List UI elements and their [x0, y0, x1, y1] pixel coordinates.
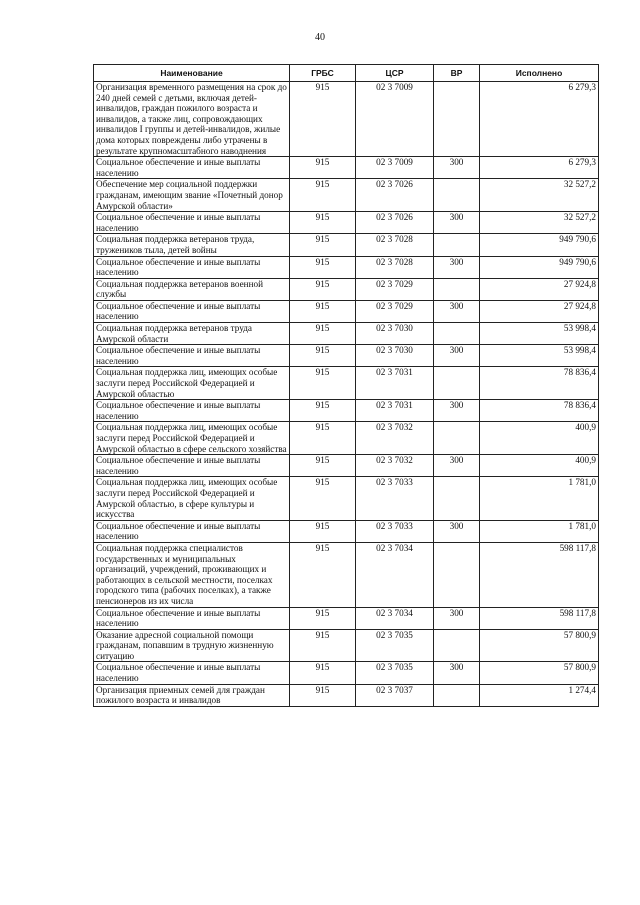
header-name: Наименование: [94, 65, 290, 82]
cell-csr: 02 3 7031: [356, 367, 434, 400]
cell-name: Социальное обеспечение и иные выплаты населению: [94, 212, 290, 234]
cell-grbs: 915: [290, 400, 356, 422]
cell-name: Социальное обеспечение и иные выплаты населению: [94, 607, 290, 629]
cell-vr: [434, 278, 480, 300]
cell-amount: 949 790,6: [480, 256, 599, 278]
cell-csr: 02 3 7037: [356, 684, 434, 706]
cell-amount: 57 800,9: [480, 629, 599, 662]
cell-csr: 02 3 7009: [356, 157, 434, 179]
header-grbs: ГРБС: [290, 65, 356, 82]
table-row: [94, 234, 599, 256]
table-row: [94, 157, 599, 179]
table-row: [94, 542, 599, 607]
cell-vr: [434, 323, 480, 345]
cell-csr: 02 3 7035: [356, 662, 434, 684]
table-header-row: [94, 65, 599, 82]
cell-vr: [434, 179, 480, 212]
cell-grbs: 915: [290, 607, 356, 629]
cell-vr: [434, 542, 480, 607]
cell-name: Социальная поддержка лиц, имеющих особые заслуги перед Российской Федерацией и Амурской областью в сфере сельского хозяйства: [94, 422, 290, 455]
table-row: [94, 278, 599, 300]
cell-amount: 598 117,8: [480, 607, 599, 629]
cell-name: Социальная поддержка специалистов государственных и муниципальных организаций, учреждений, проживающих и работающих в сельской местности, поселках городского типа (рабочих поселках), а также пенсионеров из их числа: [94, 542, 290, 607]
cell-csr: 02 3 7030: [356, 345, 434, 367]
cell-csr: 02 3 7034: [356, 607, 434, 629]
table-row: [94, 367, 599, 400]
cell-amount: 53 998,4: [480, 345, 599, 367]
cell-csr: 02 3 7031: [356, 400, 434, 422]
cell-amount: 53 998,4: [480, 323, 599, 345]
cell-csr: 02 3 7026: [356, 179, 434, 212]
cell-amount: 27 924,8: [480, 300, 599, 322]
cell-vr: 300: [434, 400, 480, 422]
cell-amount: 6 279,3: [480, 82, 599, 157]
table-row: [94, 323, 599, 345]
table-row: [94, 179, 599, 212]
cell-csr: 02 3 7026: [356, 212, 434, 234]
table-row: [94, 662, 599, 684]
cell-csr: 02 3 7033: [356, 477, 434, 520]
cell-name: Организация временного размещения на срок до 240 дней семей с детьми, включая детей-инвалидов, граждан пожилого возраста и инвалидов, а также лиц, сопровождающих инвалидов I группы и детей-инвалидов, жилые дома которых повреждены либо утрачены в результате крупномасштабного наводнения: [94, 82, 290, 157]
table-row: [94, 629, 599, 662]
cell-vr: [434, 367, 480, 400]
cell-name: Социальное обеспечение и иные выплаты населению: [94, 157, 290, 179]
cell-vr: [434, 234, 480, 256]
cell-amount: 78 836,4: [480, 400, 599, 422]
cell-grbs: 915: [290, 542, 356, 607]
cell-csr: 02 3 7032: [356, 455, 434, 477]
cell-vr: [434, 684, 480, 706]
cell-name: Организация приемных семей для граждан пожилого возраста и инвалидов: [94, 684, 290, 706]
header-vr: ВР: [434, 65, 480, 82]
cell-vr: [434, 477, 480, 520]
header-csr: ЦСР: [356, 65, 434, 82]
cell-name: Социальная поддержка лиц, имеющих особые заслуги перед Российской Федерацией и Амурской областью: [94, 367, 290, 400]
cell-csr: 02 3 7030: [356, 323, 434, 345]
table-row: [94, 684, 599, 706]
cell-name: Социальное обеспечение и иные выплаты населению: [94, 300, 290, 322]
cell-vr: 300: [434, 256, 480, 278]
cell-name: Социальная поддержка ветеранов труда, тружеников тыла, детей войны: [94, 234, 290, 256]
page-number: 40: [315, 32, 325, 43]
cell-amount: 949 790,6: [480, 234, 599, 256]
cell-amount: 78 836,4: [480, 367, 599, 400]
cell-grbs: 915: [290, 367, 356, 400]
cell-vr: [434, 629, 480, 662]
table-row: [94, 256, 599, 278]
cell-amount: 400,9: [480, 455, 599, 477]
cell-name: Социальное обеспечение и иные выплаты населению: [94, 520, 290, 542]
cell-vr: 300: [434, 455, 480, 477]
cell-amount: 598 117,8: [480, 542, 599, 607]
cell-name: Социальное обеспечение и иные выплаты населению: [94, 256, 290, 278]
cell-grbs: 915: [290, 179, 356, 212]
cell-grbs: 915: [290, 422, 356, 455]
cell-grbs: 915: [290, 520, 356, 542]
cell-grbs: 915: [290, 323, 356, 345]
cell-csr: 02 3 7028: [356, 256, 434, 278]
cell-grbs: 915: [290, 212, 356, 234]
cell-grbs: 915: [290, 662, 356, 684]
cell-name: Социальное обеспечение и иные выплаты населению: [94, 400, 290, 422]
cell-csr: 02 3 7029: [356, 278, 434, 300]
cell-amount: 1 274,4: [480, 684, 599, 706]
cell-name: Социальное обеспечение и иные выплаты населению: [94, 455, 290, 477]
table-row: [94, 422, 599, 455]
cell-amount: 400,9: [480, 422, 599, 455]
cell-amount: 32 527,2: [480, 179, 599, 212]
cell-name: Социальное обеспечение и иные выплаты населению: [94, 662, 290, 684]
cell-grbs: 915: [290, 234, 356, 256]
cell-grbs: 915: [290, 256, 356, 278]
cell-name: Социальная поддержка ветеранов труда Амурской области: [94, 323, 290, 345]
table-row: [94, 520, 599, 542]
cell-grbs: 915: [290, 477, 356, 520]
budget-execution-table: [93, 64, 599, 707]
cell-vr: 300: [434, 520, 480, 542]
table-body: [94, 82, 599, 707]
cell-grbs: 915: [290, 455, 356, 477]
cell-name: Обеспечение мер социальной поддержки гражданам, имеющим звание «Почетный донор Амурской области»: [94, 179, 290, 212]
cell-vr: 300: [434, 607, 480, 629]
cell-amount: 1 781,0: [480, 520, 599, 542]
cell-grbs: 915: [290, 157, 356, 179]
table-row: [94, 345, 599, 367]
cell-vr: 300: [434, 345, 480, 367]
table-row: [94, 607, 599, 629]
cell-csr: 02 3 7029: [356, 300, 434, 322]
header-amount: Исполнено: [480, 65, 599, 82]
cell-csr: 02 3 7032: [356, 422, 434, 455]
cell-vr: 300: [434, 662, 480, 684]
cell-csr: 02 3 7035: [356, 629, 434, 662]
table-row: [94, 212, 599, 234]
table-row: [94, 400, 599, 422]
cell-amount: 57 800,9: [480, 662, 599, 684]
cell-amount: 1 781,0: [480, 477, 599, 520]
cell-vr: 300: [434, 157, 480, 179]
cell-amount: 27 924,8: [480, 278, 599, 300]
cell-grbs: 915: [290, 82, 356, 157]
cell-vr: [434, 422, 480, 455]
cell-name: Социальная поддержка ветеранов военной службы: [94, 278, 290, 300]
cell-name: Оказание адресной социальной помощи гражданам, попавшим в трудную жизненную ситуацию: [94, 629, 290, 662]
cell-grbs: 915: [290, 629, 356, 662]
cell-vr: [434, 82, 480, 157]
cell-grbs: 915: [290, 345, 356, 367]
cell-csr: 02 3 7034: [356, 542, 434, 607]
cell-grbs: 915: [290, 278, 356, 300]
cell-csr: 02 3 7028: [356, 234, 434, 256]
cell-grbs: 915: [290, 684, 356, 706]
table-row: [94, 477, 599, 520]
cell-name: Социальная поддержка лиц, имеющих особые заслуги перед Российской Федерацией и Амурской областью, в сфере культуры и искусства: [94, 477, 290, 520]
cell-vr: 300: [434, 212, 480, 234]
cell-grbs: 915: [290, 300, 356, 322]
table-row: [94, 300, 599, 322]
cell-amount: 32 527,2: [480, 212, 599, 234]
table-row: [94, 82, 599, 157]
cell-csr: 02 3 7033: [356, 520, 434, 542]
table-row: [94, 455, 599, 477]
cell-amount: 6 279,3: [480, 157, 599, 179]
cell-name: Социальное обеспечение и иные выплаты населению: [94, 345, 290, 367]
cell-vr: 300: [434, 300, 480, 322]
cell-csr: 02 3 7009: [356, 82, 434, 157]
